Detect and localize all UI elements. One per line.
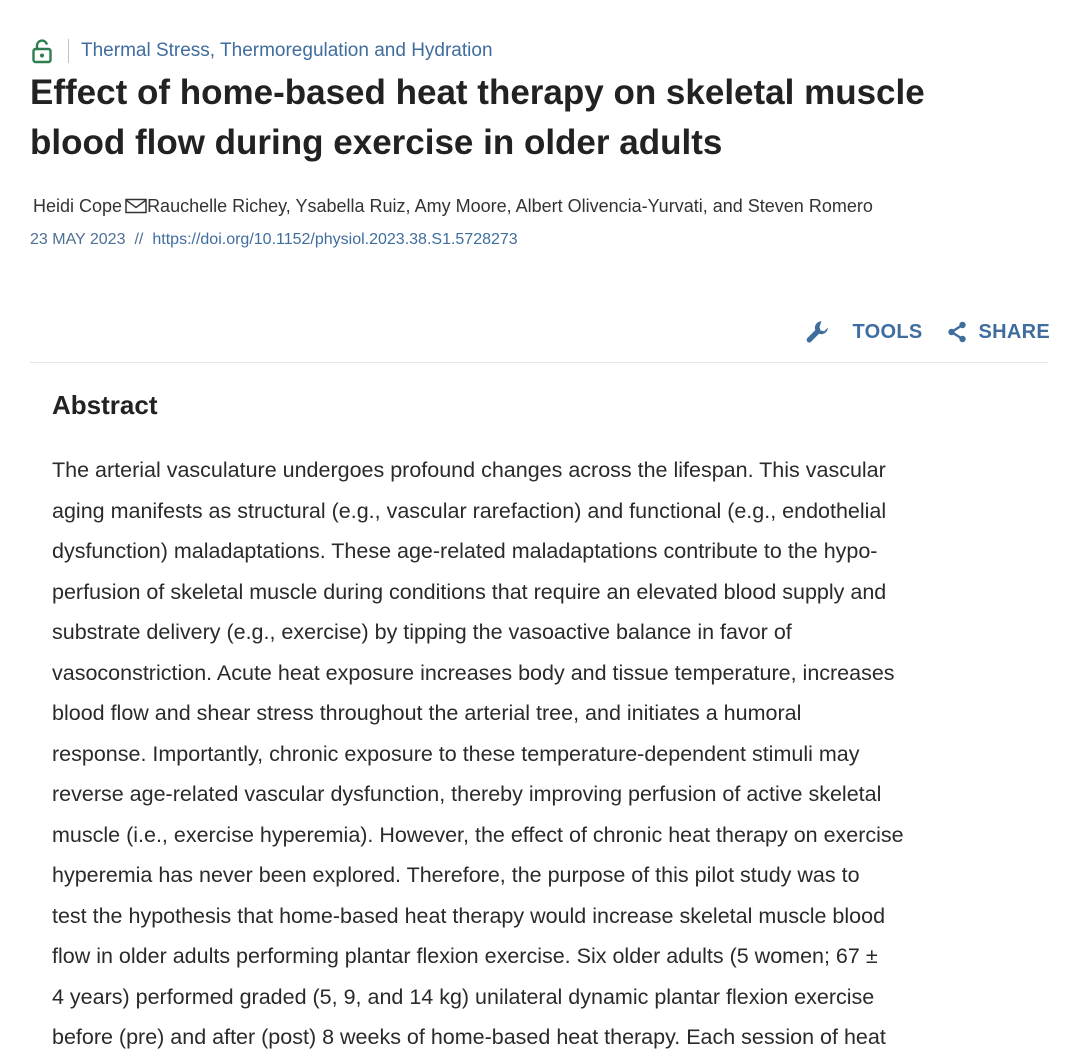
author-link[interactable]: Heidi Cope	[33, 196, 123, 216]
category-row	[30, 36, 493, 66]
article-title	[30, 68, 1040, 168]
abstract-line: perfusion of skeletal muscle during conditions that require an elevated blood supply and	[52, 579, 887, 604]
section-divider	[30, 362, 1048, 363]
abstract-line: dysfunction) maladaptations. These age-related maladaptations contribute to the hypo-	[52, 539, 878, 563]
open-lock-icon	[30, 38, 54, 64]
author-list	[33, 193, 1043, 219]
abstract-line: test the hypothesis that home-based heat therapy would increase skeletal muscle blood	[52, 903, 886, 928]
publication-date: 23 MAY 2023	[30, 231, 126, 248]
abstract-line: blood flow and shear stress throughout the arterial tree, and initiates a humoral	[52, 701, 802, 725]
abstract-line: muscle (i.e., exercise hyperemia). However, the effect of chronic heat therapy on exercise	[52, 822, 904, 847]
abstract-line: flow in older adults performing plantar flexion exercise. Six older adults (5 women; 67 ±	[52, 944, 878, 968]
abstract-line: The arterial vasculature undergoes profound changes across the lifespan. This vascular	[52, 458, 886, 482]
author-link[interactable]: Ysabella Ruiz,	[295, 196, 411, 216]
article-toolbar	[804, 314, 1050, 350]
abstract-line: reverse age-related vascular dysfunction, thereby improving perfusion of active skeletal	[52, 782, 882, 806]
abstract-line: before (pre) and after (post) 8 weeks of home-based heat therapy. Each session of heat	[52, 1025, 886, 1049]
share-button[interactable]	[946, 320, 1050, 344]
share-icon	[946, 320, 968, 344]
article-title-line-2: blood flow during exercise in older adults	[30, 123, 723, 162]
abstract-line: 4 years) performed graded (5, 9, and 14 kg) unilateral dynamic plantar flexion exercise	[52, 984, 875, 1009]
category-link[interactable]: Thermal Stress, Thermoregulation and Hydration	[81, 40, 493, 61]
abstract-body	[52, 450, 1032, 1055]
author-link[interactable]: Albert Olivencia-Yurvati,	[515, 196, 708, 216]
share-label: SHARE	[978, 320, 1050, 343]
publication-meta	[30, 229, 518, 251]
author-link[interactable]: Amy Moore,	[414, 196, 512, 216]
envelope-icon[interactable]	[125, 198, 147, 214]
abstract-line: vasoconstriction. Acute heat exposure increases body and tissue temperature, increases	[52, 660, 895, 685]
meta-separator: //	[134, 231, 144, 248]
abstract-line: aging manifests as structural (e.g., vascular rarefaction) and functional (e.g., endothelial	[52, 498, 887, 523]
abstract-line: substrate delivery (e.g., exercise) by tipping the vasoactive balance in favor of	[52, 620, 792, 644]
wrench-icon	[804, 318, 832, 346]
tools-button[interactable]	[804, 318, 922, 346]
article-title-line-1: Effect of home-based heat therapy on skeletal muscle	[30, 73, 925, 112]
abstract-heading: Abstract	[52, 390, 158, 420]
author-link[interactable]: Rauchelle Richey,	[147, 196, 291, 216]
doi-link[interactable]: https://doi.org/10.1152/physiol.2023.38.S1.5728273	[152, 231, 518, 248]
author-link[interactable]: Steven Romero	[747, 196, 873, 216]
author-conjunction: and	[712, 196, 743, 216]
abstract-line: response. Importantly, chronic exposure to these temperature-dependent stimuli may	[52, 741, 860, 766]
category-divider	[68, 39, 69, 63]
tools-label: TOOLS	[852, 320, 923, 343]
abstract-line: hyperemia has never been explored. Therefore, the purpose of this pilot study was to	[52, 863, 860, 887]
